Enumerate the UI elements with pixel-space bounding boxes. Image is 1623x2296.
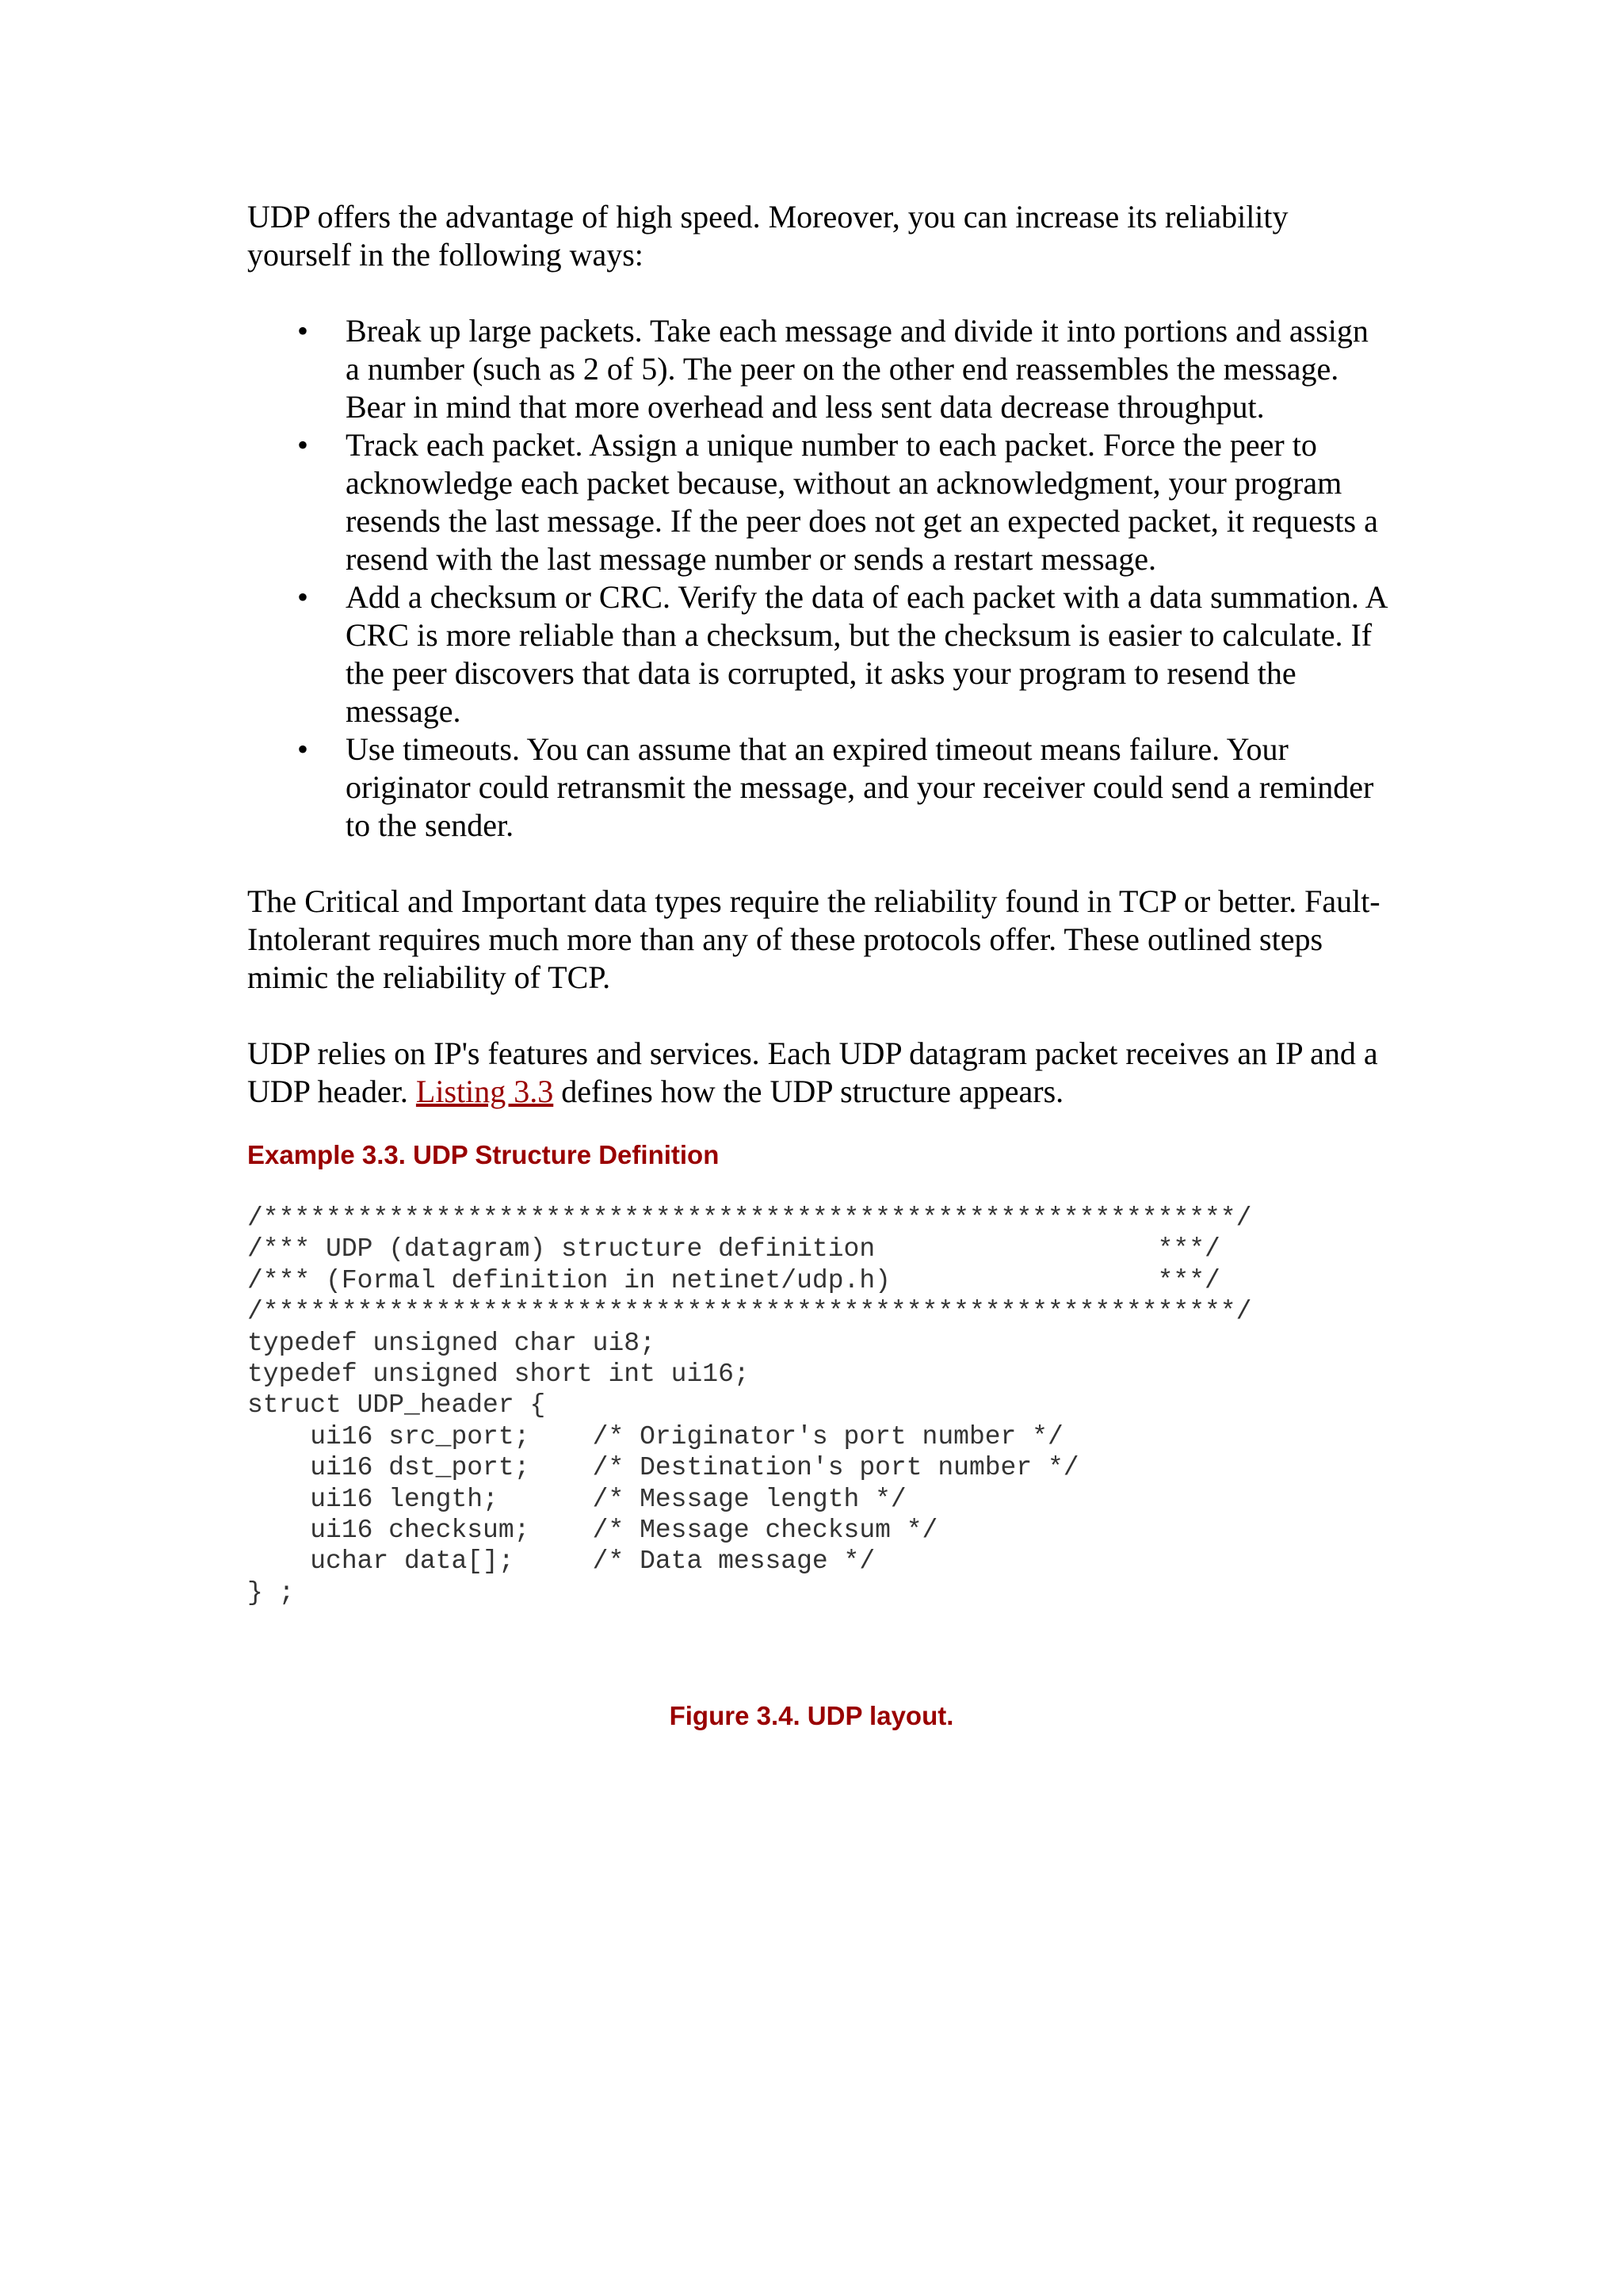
udp-relies-text-end: defines how the UDP structure appears.: [553, 1074, 1064, 1109]
bullet-icon: •: [297, 731, 309, 767]
list-item: [247, 730, 1388, 845]
list-item: [247, 312, 1388, 426]
list-item: [247, 426, 1388, 578]
udp-relies-text: UDP relies on IP's features and services. Each UDP datagram packet receives an IP and a UDP header.: [247, 1035, 1378, 1109]
intro-paragraph: UDP offers the advantage of high speed. Moreover, you can increase its reliability yourself in the following ways:: [247, 199, 1289, 273]
code-listing: /**************************************************************/ /*** UDP (datagram) structure definition ***/ /*** (Formal definition in netinet/udp.h) ***/ /**************************************************************/ typedef unsigned char ui8; typedef unsigned short int ui16; struct UDP_header { ui16 src_port; /* Originator's port number */ ui16 dst_port; /* Destination's port number */ ui16 length; /* Message length */ ui16 checksum; /* Message checksum */ uchar data[]; /* Data message */ } ;: [247, 1203, 1252, 1608]
reliability-list: [247, 312, 1388, 845]
list-item-text: Use timeouts. You can assume that an expired timeout means failure. Your originator could retransmit the message, and your receiver could send a reminder to the sender.: [346, 731, 1374, 843]
bullet-icon: •: [297, 579, 309, 615]
list-item: [247, 578, 1388, 730]
udp-relies-paragraph: [247, 1035, 1388, 1111]
critical-paragraph: The Critical and Important data types require the reliability found in TCP or better. Fault-Intolerant requires much more than any of these protocols offer. These outlined steps mimic the reliability of TCP.: [247, 883, 1381, 995]
listing-link[interactable]: Listing 3.3: [415, 1074, 554, 1109]
document-page: [247, 198, 1388, 1608]
bullet-icon: •: [297, 427, 309, 463]
example-title: Example 3.3. UDP Structure Definition: [247, 1140, 720, 1169]
list-item-text: Break up large packets. Take each message and divide it into portions and assign a number (such as 2 of 5). The peer on the other end reassembles the message. Bear in mind that more overhead and less sent data decrease throughput.: [346, 313, 1369, 425]
figure-caption: Figure 3.4. UDP layout.: [669, 1701, 954, 1730]
bullet-icon: •: [297, 313, 309, 349]
list-item-text: Track each packet. Assign a unique number to each packet. Force the peer to acknowledge each packet because, without an acknowledgment, your program resends the last message. If the peer does not get an expected packet, it requests a resend with the last message number or sends a restart message.: [346, 427, 1378, 577]
list-item-text: Add a checksum or CRC. Verify the data of each packet with a data summation. A CRC is more reliable than a checksum, but the checksum is easier to calculate. If the peer discovers that data is corrupted, it asks your program to resend the message.: [346, 579, 1387, 729]
